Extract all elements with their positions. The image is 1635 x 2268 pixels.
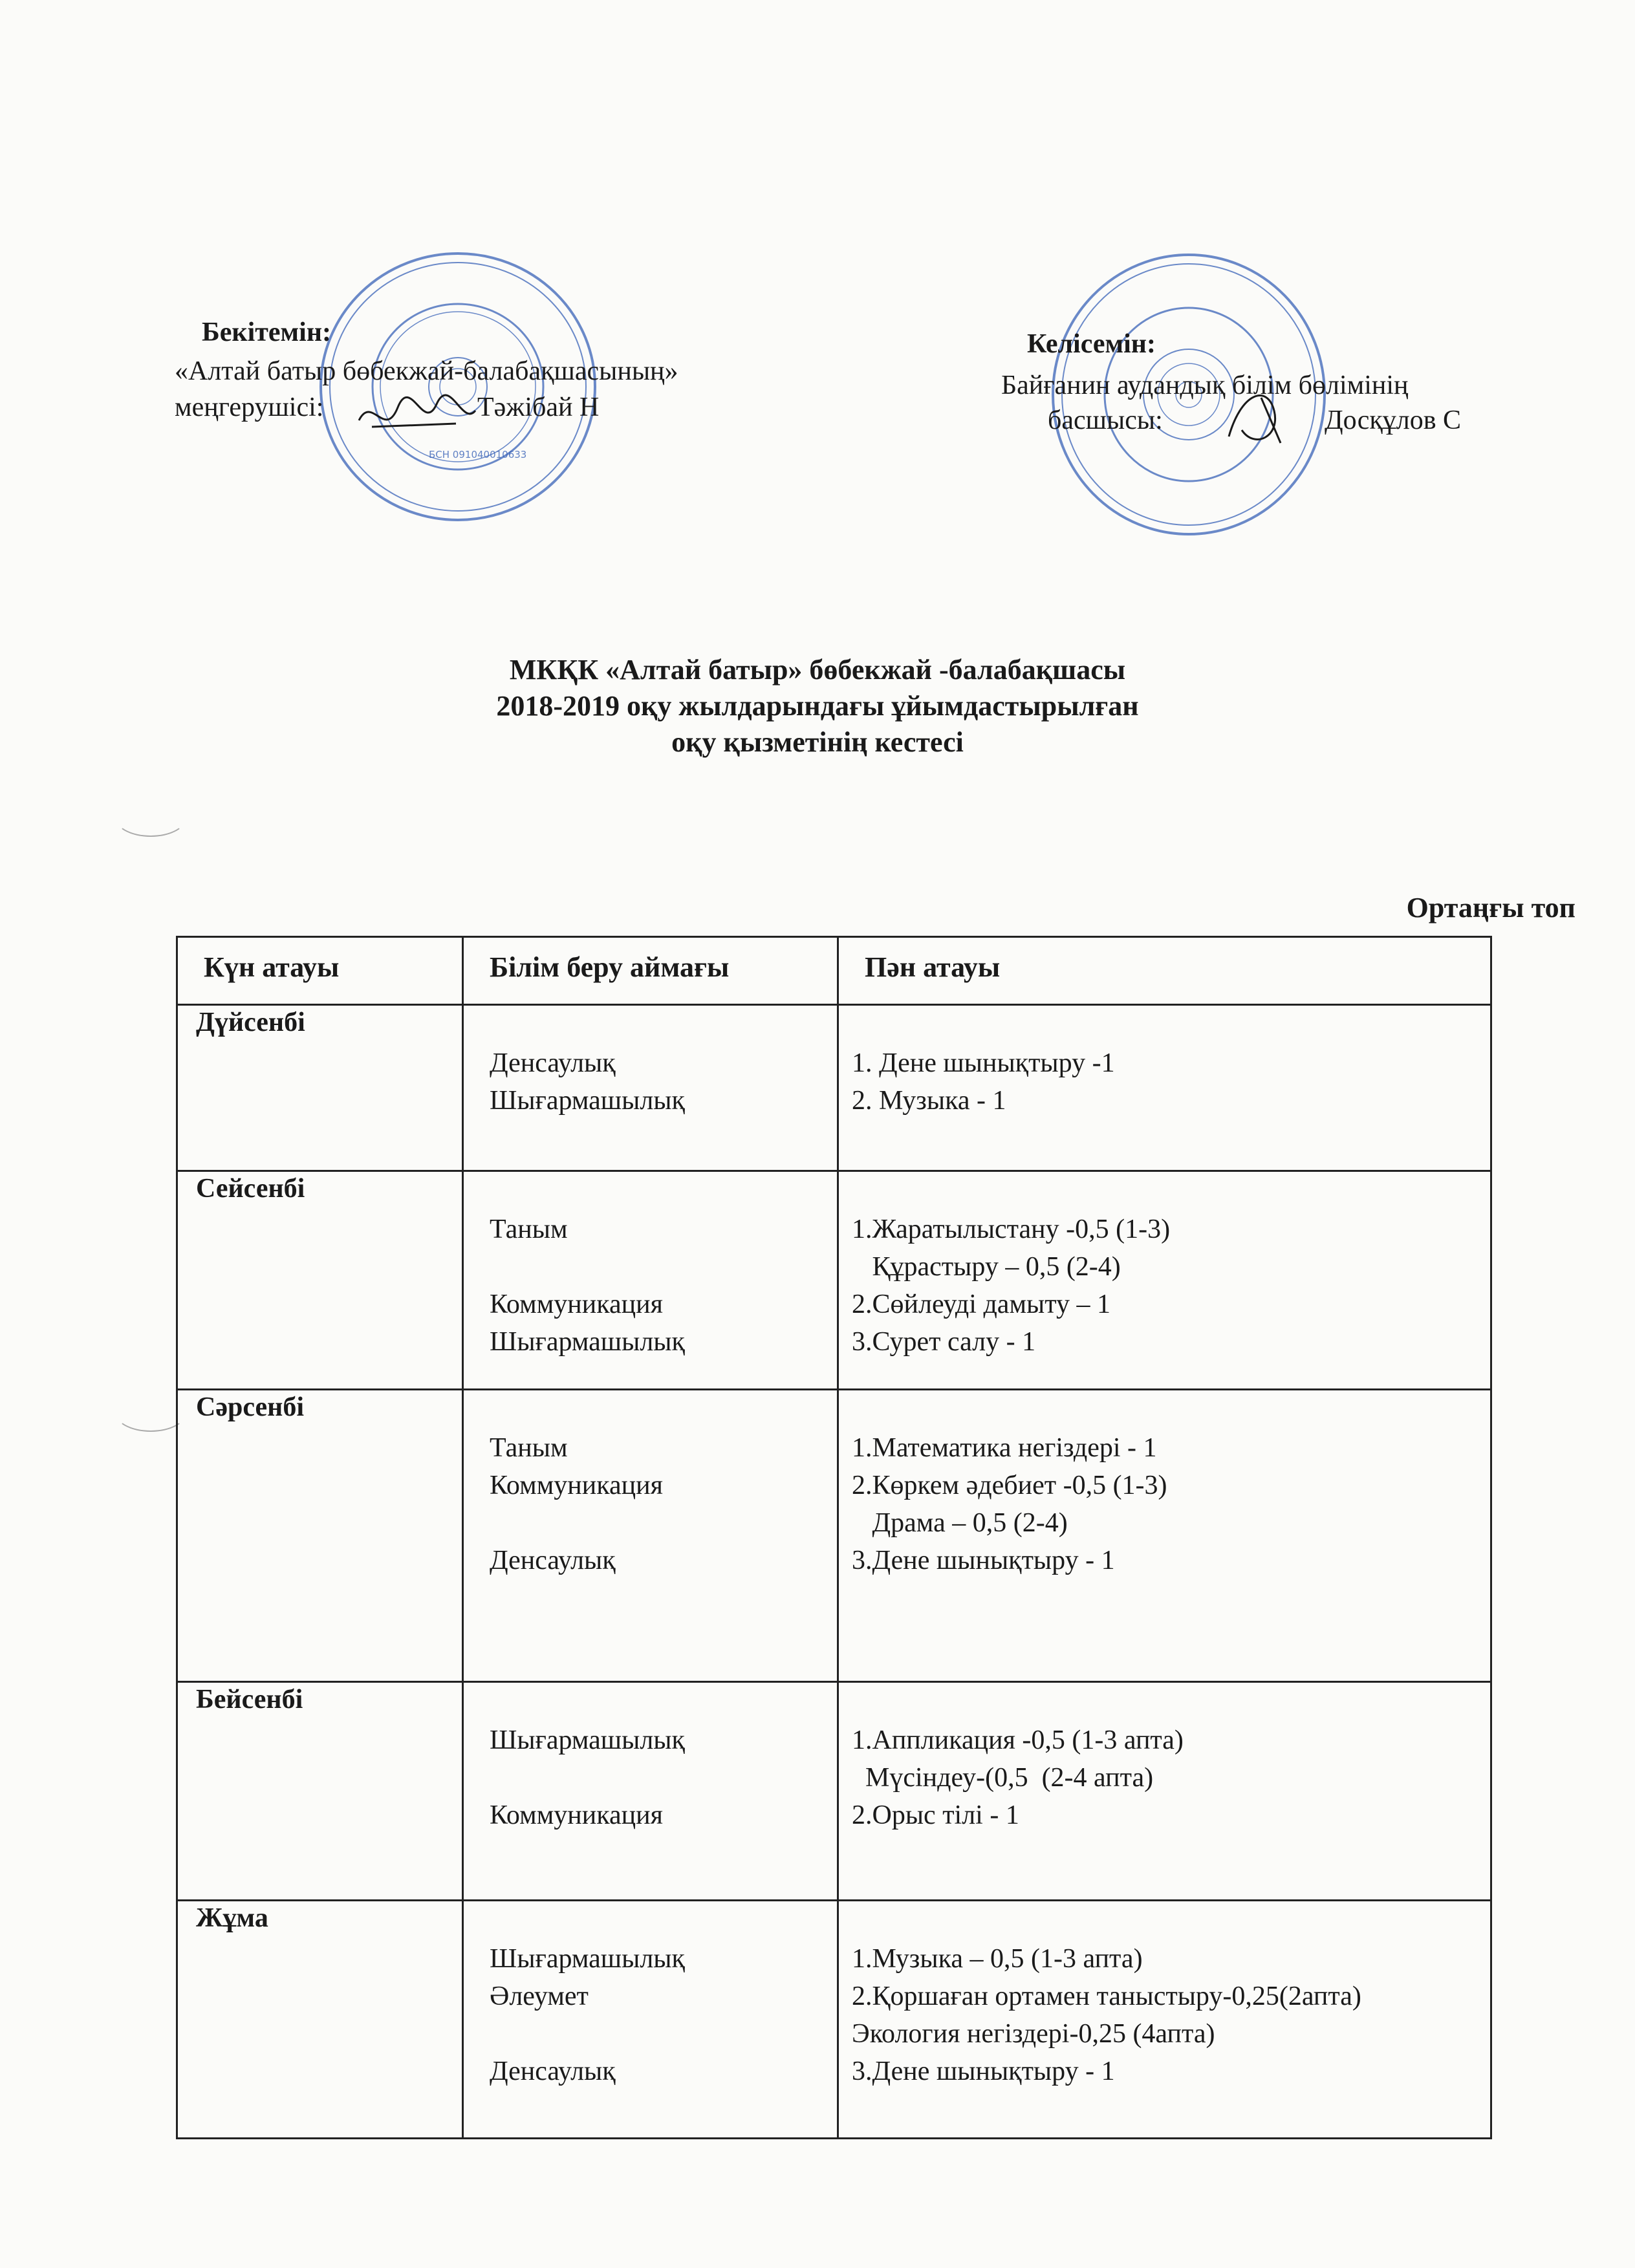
subject-line: 1. Дене шынықтыру -1 <box>852 1048 1115 1078</box>
area-cell <box>463 1390 838 1682</box>
title-line-1: МКҚК «Алтай батыр» бөбекжай -балабақшасы <box>509 654 1126 686</box>
subject-line: 3.Дене шынықтыру - 1 <box>852 2057 1115 2086</box>
table-row <box>177 1901 1491 2139</box>
table-row <box>177 1390 1491 1682</box>
area-cell <box>463 1901 838 2139</box>
subject-line: Экология негіздері-0,25 (4апта) <box>852 2019 1215 2049</box>
day-cell: Бейсенбі <box>177 1682 463 1901</box>
subject-cell <box>838 1171 1491 1390</box>
table-row <box>177 1005 1491 1171</box>
area-cell <box>463 1171 838 1390</box>
table-header-row <box>177 937 1491 1005</box>
subject-line: 2.Сөйлеуді дамыту – 1 <box>852 1290 1111 1319</box>
area-cell <box>463 1682 838 1901</box>
area-line <box>490 1504 837 1542</box>
subject-line: Драма – 0,5 (2-4) <box>852 1508 1068 1538</box>
document-title <box>0 652 1635 761</box>
area-line: Денсаулық <box>490 1048 616 1078</box>
approval-left-role: меңгерушісі: <box>175 393 324 422</box>
subject-line: 1.Музыка – 0,5 (1-3 апта) <box>852 1944 1143 1974</box>
area-line <box>490 2015 837 2053</box>
approval-right-line1: Байғанин аудандық білім бөлімінің <box>1001 371 1409 400</box>
approval-right-heading: Келісемін: <box>1027 329 1156 359</box>
approval-left-line1: «Алтай батыр бөбекжай-балабақшасының» <box>175 356 678 386</box>
area-line <box>490 1759 837 1797</box>
area-line: Коммуникация <box>490 1471 663 1500</box>
subject-line: 2. Музыка - 1 <box>852 1086 1006 1116</box>
subject-line: 2.Орыс тілі - 1 <box>852 1800 1019 1830</box>
table-row <box>177 1682 1491 1901</box>
header-day: Күн атауы <box>177 937 463 1005</box>
day-cell: Сейсенбі <box>177 1171 463 1390</box>
table-row <box>177 1171 1491 1390</box>
area-cell <box>463 1005 838 1171</box>
subject-line: 3.Сурет салу - 1 <box>852 1327 1036 1357</box>
subject-line: 3.Дене шынықтыру - 1 <box>852 1546 1115 1575</box>
subject-cell <box>838 1390 1491 1682</box>
subject-line: 1.Аппликация -0,5 (1-3 апта) <box>852 1725 1184 1755</box>
day-cell: Дүйсенбі <box>177 1005 463 1171</box>
subject-line: 1.Жаратылыстану -0,5 (1-3) <box>852 1215 1171 1244</box>
area-line: Денсаулық <box>490 1546 616 1575</box>
title-line-2: 2018-2019 оқу жылдарындағы ұйымдастырылған <box>496 690 1139 722</box>
approval-left-line2 <box>175 391 600 424</box>
subject-line: 2.Көркем әдебиет -0,5 (1-3) <box>852 1471 1167 1500</box>
header-area: Білім беру аймағы <box>463 937 838 1005</box>
area-line: Әлеумет <box>490 1982 589 2011</box>
area-line: Шығармашылық <box>490 1725 685 1755</box>
area-line: Денсаулық <box>490 2057 616 2086</box>
title-line-3: оқу қызметінің кестесі <box>671 726 964 758</box>
subject-line: 1.Математика негіздері - 1 <box>852 1433 1157 1463</box>
area-line: Шығармашылық <box>490 1327 685 1357</box>
area-line <box>490 1248 837 1286</box>
approval-right-name: Досқұлов С <box>1325 405 1462 435</box>
subject-cell <box>838 1682 1491 1901</box>
day-cell: Жұма <box>177 1901 463 2139</box>
approval-right-role: басшысы: <box>1048 405 1163 435</box>
area-line: Шығармашылық <box>490 1086 685 1116</box>
area-line: Таным <box>490 1215 568 1244</box>
area-line: Коммуникация <box>490 1290 663 1319</box>
approval-left-name: Тәжібай Н <box>477 393 600 422</box>
area-line: Шығармашылық <box>490 1944 685 1974</box>
group-label: Ортаңғы топ <box>1406 892 1575 923</box>
subject-line: Құрастыру – 0,5 (2-4) <box>852 1252 1121 1282</box>
schedule-table <box>176 936 1492 2139</box>
day-cell: Сәрсенбі <box>177 1390 463 1682</box>
approval-left-heading: Бекітемін: <box>202 318 332 347</box>
header-subject: Пән атауы <box>838 937 1491 1005</box>
subject-cell <box>838 1005 1491 1171</box>
area-line: Таным <box>490 1433 568 1463</box>
subject-line: Мүсіндеу-(0,5 (2-4 апта) <box>852 1763 1154 1793</box>
subject-cell <box>838 1901 1491 2139</box>
punch-hole-mark <box>114 795 188 837</box>
subject-line: 2.Қоршаған ортамен таныстыру-0,25(2апта) <box>852 1982 1361 2011</box>
approval-right-line2 <box>1048 404 1462 437</box>
left-signature <box>352 388 482 446</box>
area-line: Коммуникация <box>490 1800 663 1830</box>
svg-text:БСН 091040010633: БСН 091040010633 <box>429 449 527 460</box>
